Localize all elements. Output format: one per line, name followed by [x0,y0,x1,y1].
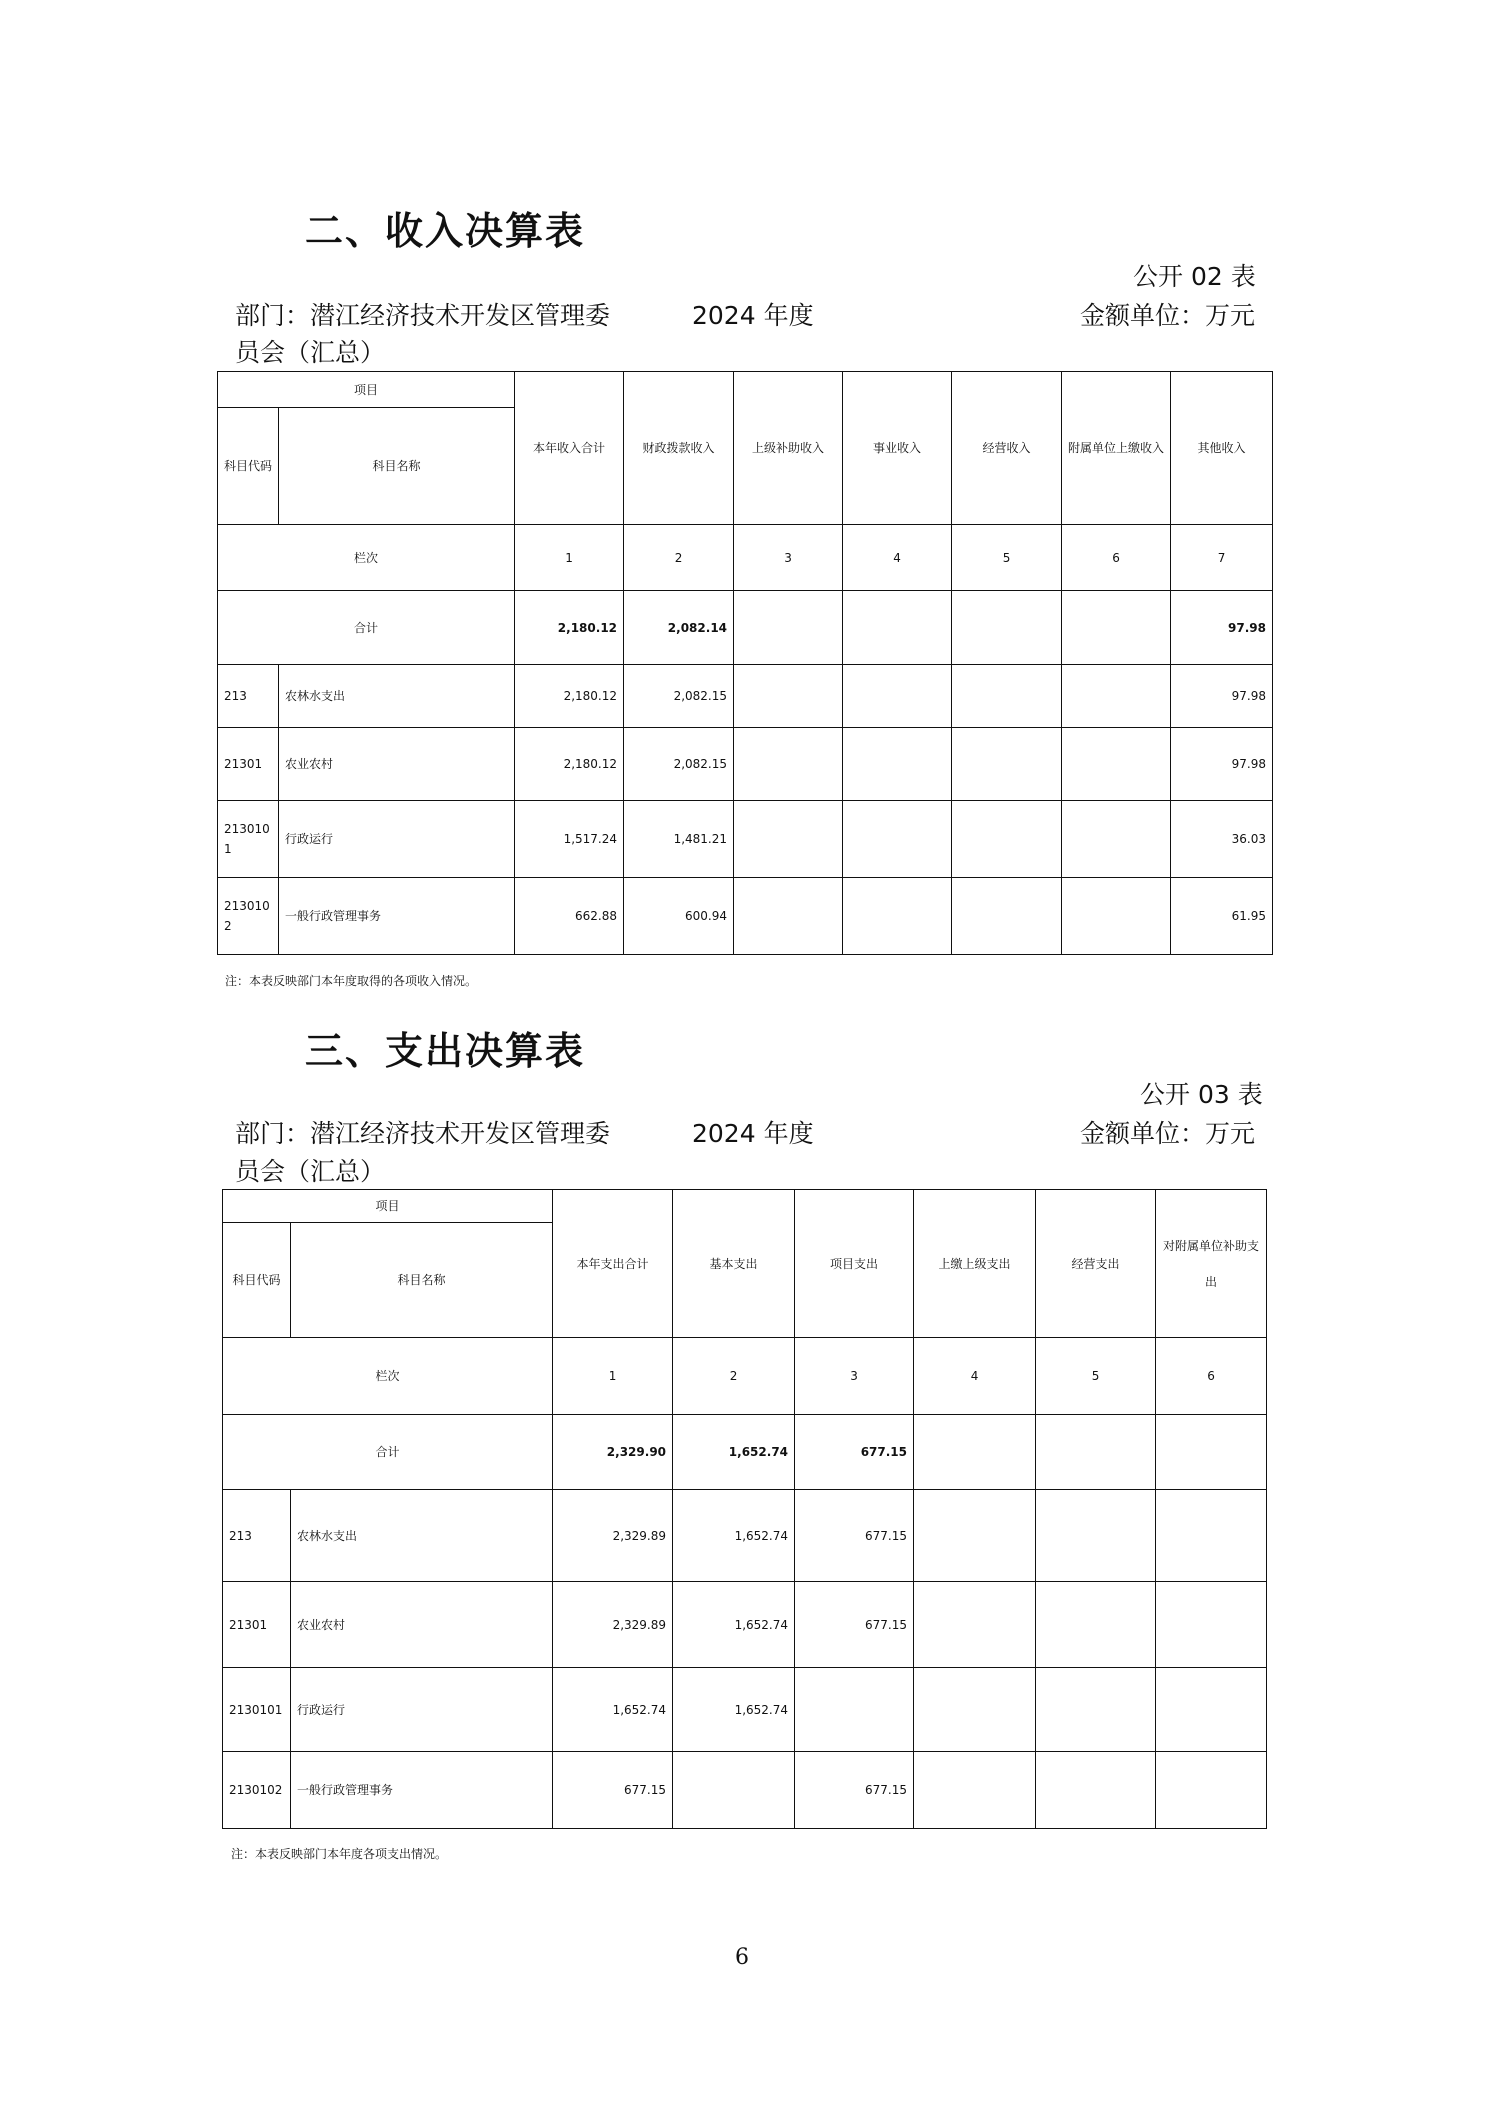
header-col: 财政拨款收入 [624,372,734,525]
row-value: 1,652.74 [673,1490,795,1582]
header-col: 经营支出 [1036,1190,1156,1338]
income-note: 注：本表反映部门本年度取得的各项收入情况。 [225,974,478,988]
col-index-label: 栏次 [218,525,515,591]
row-value [1062,665,1171,728]
row-value: 36.03 [1171,801,1273,878]
total-label: 合计 [223,1415,553,1490]
row-value [1036,1668,1156,1752]
row-value: 1,652.74 [673,1582,795,1668]
header-col: 基本支出 [673,1190,795,1338]
header-col: 本年收入合计 [515,372,624,525]
row-value [1156,1490,1267,1582]
row-code: 213 [218,665,279,728]
row-value: 2,082.15 [624,665,734,728]
total-value [914,1415,1036,1490]
row-value: 677.15 [795,1582,914,1668]
row-value [1062,878,1171,955]
total-row [218,591,1273,665]
row-value [914,1752,1036,1829]
total-value [1062,591,1171,665]
row-value: 677.15 [553,1752,673,1829]
row-code: 21301 [218,728,279,801]
row-value [1036,1752,1156,1829]
row-value [843,801,952,878]
col-index: 2 [673,1338,795,1415]
col-index: 5 [952,525,1062,591]
row-name: 农业农村 [279,728,515,801]
col-index: 1 [515,525,624,591]
total-value [1156,1415,1267,1490]
row-value [1062,728,1171,801]
col-index: 7 [1171,525,1273,591]
header-col: 经营收入 [952,372,1062,525]
row-value [1156,1582,1267,1668]
expense-department: 部门：潜江经济技术开发区管理委 [235,1119,611,1148]
table-row [218,665,1273,728]
row-value [843,878,952,955]
col-index: 4 [843,525,952,591]
income-title: 二、收入决算表 [305,209,586,253]
header-col: 附属单位上缴收入 [1062,372,1171,525]
expense-unit: 金额单位：万元 [1080,1119,1256,1148]
table-row [218,878,1273,955]
row-code: 2130102 [218,878,279,955]
row-value [1156,1752,1267,1829]
col-index-label: 栏次 [223,1338,553,1415]
table-row [218,801,1273,878]
row-value [952,801,1062,878]
row-name: 农业农村 [291,1582,553,1668]
total-row [223,1415,1267,1490]
expense-table [222,1189,1267,1829]
row-value [734,728,843,801]
row-value [843,728,952,801]
col-index: 1 [553,1338,673,1415]
row-value [1036,1490,1156,1582]
row-value: 2,329.89 [553,1582,673,1668]
row-code: 2130101 [218,801,279,878]
header-code: 科目代码 [223,1223,291,1338]
row-value [1156,1668,1267,1752]
income-table-number: 公开 02 表 [1133,262,1256,291]
col-index: 4 [914,1338,1036,1415]
row-value: 1,652.74 [553,1668,673,1752]
total-label: 合计 [218,591,515,665]
row-value: 677.15 [795,1752,914,1829]
header-code: 科目代码 [218,408,279,525]
total-value: 97.98 [1171,591,1273,665]
row-name: 农林水支出 [291,1490,553,1582]
col-index: 2 [624,525,734,591]
row-value: 1,517.24 [515,801,624,878]
header-col: 对附属单位补助支出 [1156,1190,1267,1338]
row-name: 行政运行 [279,801,515,878]
row-code: 2130101 [223,1668,291,1752]
total-value: 1,652.74 [673,1415,795,1490]
row-value [1062,801,1171,878]
row-value [952,728,1062,801]
row-value [734,878,843,955]
row-value: 2,180.12 [515,665,624,728]
row-value [734,665,843,728]
row-value [843,665,952,728]
table-row [223,1668,1267,1752]
row-code: 21301 [223,1582,291,1668]
page-number: 6 [735,1945,749,1970]
row-name: 农林水支出 [279,665,515,728]
expense-year: 2024 年度 [692,1119,814,1148]
col-index: 3 [734,525,843,591]
row-value [734,801,843,878]
row-value: 2,180.12 [515,728,624,801]
row-value: 1,481.21 [624,801,734,878]
row-value [1036,1582,1156,1668]
row-value: 662.88 [515,878,624,955]
row-value [952,665,1062,728]
col-index: 3 [795,1338,914,1415]
income-unit: 金额单位：万元 [1080,301,1256,330]
table-row [218,728,1273,801]
total-value: 2,082.14 [624,591,734,665]
row-code: 2130102 [223,1752,291,1829]
row-value: 97.98 [1171,665,1273,728]
header-col: 事业收入 [843,372,952,525]
expense-department-cont: 员会（汇总） [235,1157,386,1186]
total-value [734,591,843,665]
col-index: 6 [1062,525,1171,591]
income-table [217,371,1273,955]
header-name: 科目名称 [291,1223,553,1338]
total-value [952,591,1062,665]
row-value [914,1668,1036,1752]
total-value: 2,180.12 [515,591,624,665]
table-row [223,1752,1267,1829]
expense-note: 注：本表反映部门本年度各项支出情况。 [231,1847,448,1861]
row-value: 2,329.89 [553,1490,673,1582]
income-department-cont: 员会（汇总） [235,338,386,367]
row-value: 2,082.15 [624,728,734,801]
total-value [1036,1415,1156,1490]
row-value [914,1582,1036,1668]
header-name: 科目名称 [279,408,515,525]
row-value: 600.94 [624,878,734,955]
row-name: 一般行政管理事务 [291,1752,553,1829]
header-col: 上缴上级支出 [914,1190,1036,1338]
header-col: 上级补助收入 [734,372,843,525]
header-project: 项目 [218,372,515,408]
table-row [223,1490,1267,1582]
row-value: 97.98 [1171,728,1273,801]
row-value [795,1668,914,1752]
row-value [952,878,1062,955]
income-department: 部门：潜江经济技术开发区管理委 [235,301,611,330]
row-value: 1,652.74 [673,1668,795,1752]
row-name: 行政运行 [291,1668,553,1752]
total-value [843,591,952,665]
table-row [223,1582,1267,1668]
col-index: 6 [1156,1338,1267,1415]
header-project: 项目 [223,1190,553,1223]
expense-title: 三、支出决算表 [305,1029,586,1073]
total-value: 2,329.90 [553,1415,673,1490]
header-col: 项目支出 [795,1190,914,1338]
row-value: 61.95 [1171,878,1273,955]
row-name: 一般行政管理事务 [279,878,515,955]
income-year: 2024 年度 [692,301,814,330]
row-value [673,1752,795,1829]
header-col: 其他收入 [1171,372,1273,525]
row-code: 213 [223,1490,291,1582]
col-index: 5 [1036,1338,1156,1415]
header-col: 本年支出合计 [553,1190,673,1338]
expense-table-number: 公开 03 表 [1140,1080,1263,1109]
row-value: 677.15 [795,1490,914,1582]
total-value: 677.15 [795,1415,914,1490]
row-value [914,1490,1036,1582]
